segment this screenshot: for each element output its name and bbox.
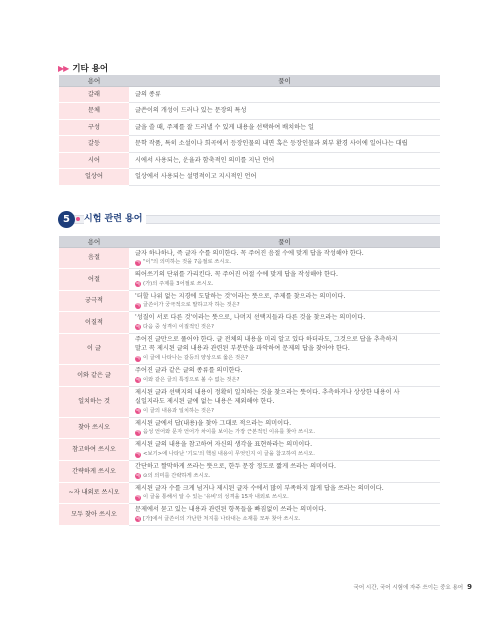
example-line [135, 428, 434, 437]
header-definition: 풀이 [129, 236, 440, 247]
term-cell: 일치하는 것 [59, 386, 129, 417]
example-text: 이 글에 나타나는 갈등의 양상으로 옳은 것은? [143, 355, 249, 362]
page-footer [354, 583, 473, 591]
example-badge-icon: 예 [135, 356, 141, 362]
section1-title: 기타 용어 [72, 64, 109, 74]
definition-line: 제시된 글의 내용을 참고하여 자신의 생각을 표현하라는 의미이다. [135, 441, 313, 449]
table-header-row [59, 75, 440, 86]
term-cell: 이와 같은 글 [59, 365, 129, 387]
exam-terms-table [59, 236, 440, 526]
definition-cell [129, 461, 440, 483]
example-badge-icon: 예 [135, 452, 141, 458]
term-cell: 간략하게 쓰시오 [59, 461, 129, 483]
definition-line: 제시된 글에서 답(내용)을 찾아 그대로 적으라는 의미이다. [135, 419, 292, 427]
table-row [59, 461, 440, 483]
definition-cell [129, 333, 440, 364]
definition-line: 주어진 글과 같은 글의 종류를 의미한다. [135, 367, 243, 375]
term-cell: 참고하여 쓰시오 [59, 439, 129, 461]
term-cell: 이 글 [59, 333, 129, 364]
definition-cell: 글의 종류 [129, 86, 440, 103]
table-row [59, 417, 440, 439]
example-text: 이 글의 내용과 일치하는 것은? [143, 407, 214, 414]
header-term: 용어 [59, 236, 129, 247]
table-row [59, 269, 440, 291]
example-text: 이 글을 통해서 알 수 있는 '유비'의 성격을 15자 내외로 쓰시오. [143, 494, 289, 501]
example-line [135, 354, 434, 363]
definition-cell: 글쓴이의 개성이 드러나 있는 문장의 특성 [129, 103, 440, 120]
definition-line: 글자 하나하나, 즉 글자 수를 의미한다. 꼭 주어진 음절 수에 맞게 답을 작성해야 한다. [135, 249, 364, 257]
term-cell: 음절 [59, 247, 129, 269]
example-line [135, 493, 434, 502]
example-badge-icon: 예 [135, 495, 141, 501]
example-text: 음성 언어와 문자 언어가 차이를 보이는 가장 근본적인 이유를 찾아 쓰시오. [143, 429, 316, 436]
example-line [135, 450, 434, 459]
definition-line: 간단하고 짤막하게 쓰라는 뜻으로, 한두 문장 정도로 짧게 쓰라는 의미이다. [135, 463, 336, 471]
term-cell: 궁극적 [59, 290, 129, 312]
definition-line: 주어진 글만으로 풀어야 한다. 글 전체의 내용을 미리 알고 있다 하더라도, 그것으로 답을 추측하지 [135, 335, 398, 343]
table-row [59, 169, 440, 186]
term-cell: 어절 [59, 269, 129, 291]
example-line [135, 301, 434, 310]
header-definition: 풀이 [129, 75, 440, 86]
definition-cell: 글을 쓸 때, 주제를 잘 드러낼 수 있게 내용을 선택하여 배치하는 일 [129, 119, 440, 136]
double-arrow-icon: ▶▶ [58, 63, 69, 73]
definition-cell [129, 504, 440, 526]
example-text: 이와 같은 글의 특징으로 볼 수 없는 것은? [143, 376, 240, 383]
definition-line: 실일지라도 제시된 글에 없는 내용은 제외해야 한다. [135, 398, 275, 406]
term-cell: 일상어 [59, 169, 129, 186]
other-terms-body [59, 86, 440, 186]
definition-cell [129, 417, 440, 439]
section2-title: 시험 관련 용어 [84, 213, 146, 226]
exam-terms-body [59, 247, 440, 525]
example-text: [가]에서 글쓴이의 가난한 처지를 나타내는 소재를 모두 찾아 쓰시오. [143, 515, 301, 522]
table-row [59, 386, 440, 417]
section1-heading [58, 62, 108, 74]
table-row [59, 504, 440, 526]
section2-heading [58, 211, 440, 228]
footer-text: 국어 시간, 국어 시험에 자주 쓰이는 중요 용어 [353, 585, 464, 591]
definition-cell [129, 247, 440, 269]
section-number-icon: 5 [58, 211, 75, 228]
table-row [59, 439, 440, 461]
term-cell: ~자 내외로 쓰시오 [59, 482, 129, 504]
example-badge-icon: 예 [135, 408, 141, 414]
example-text: <보기>에 나타난 '기도'의 핵심 내용이 무엇인지 이 글을 참고하여 쓰시오. [143, 451, 315, 458]
definition-cell [129, 439, 440, 461]
example-text: (가)의 주제를 3어절로 쓰시오. [143, 280, 214, 287]
example-badge-icon: 예 [135, 260, 141, 266]
example-badge-icon: 예 [135, 303, 141, 309]
other-terms-table [59, 75, 440, 186]
table-header-row [59, 236, 440, 247]
term-cell: 문체 [59, 103, 129, 120]
definition-cell [129, 312, 440, 334]
definition-cell [129, 482, 440, 504]
table-row [59, 152, 440, 169]
example-text: 다음 중 성격이 이질적인 것은? [143, 323, 214, 330]
example-line [135, 515, 434, 524]
example-text: 글쓴이가 궁극적으로 말하고자 하는 것은? [143, 302, 240, 309]
table-row [59, 247, 440, 269]
table-row [59, 136, 440, 153]
definition-cell: 문학 작품, 특히 소설이나 희곡에서 등장인물의 내면 혹은 등장인물과 외부 환경 사이에 일어나는 대립 [129, 136, 440, 153]
table-row [59, 333, 440, 364]
table-row [59, 119, 440, 136]
example-text: "이"의 의미하는 것을 7음절로 쓰시오. [143, 259, 232, 266]
term-cell: 모두 찾아 쓰시오 [59, 504, 129, 526]
example-line [135, 280, 434, 289]
term-cell: 시어 [59, 152, 129, 169]
page-number: 9 [467, 583, 472, 591]
example-badge-icon: 예 [135, 430, 141, 436]
definition-line: 제시된 글과 선택지의 내용이 정확히 일치하는 것을 찾으라는 뜻이다. 추측하거나 상상한 내용이 사 [135, 388, 400, 396]
term-cell: 이질적 [59, 312, 129, 334]
definition-cell [129, 269, 440, 291]
term-cell: 갈래 [59, 86, 129, 103]
definition-cell: 일상에서 사용되는 설명적이고 지시적인 언어 [129, 169, 440, 186]
example-badge-icon: 예 [135, 324, 141, 330]
dot-icon [76, 217, 80, 221]
definition-cell: 시에서 사용되는, 운율과 함축적인 의미를 지닌 언어 [129, 152, 440, 169]
table-row [59, 290, 440, 312]
term-cell: 갈등 [59, 136, 129, 153]
example-badge-icon: 예 [135, 516, 141, 522]
table-row [59, 103, 440, 120]
example-line [135, 472, 434, 481]
example-text: ⊙의 의미를 간략하게 쓰시오. [143, 472, 211, 479]
table-row [59, 86, 440, 103]
definition-line: 띄어쓰기의 단위를 가리킨다. 꼭 주어진 어절 수에 맞게 답을 작성해야 한다. [135, 271, 338, 279]
definition-line: '더할 나위 없는 지경에 도달하는 것'이라는 뜻으로, 주제를 찾으라는 의미이다. [135, 292, 346, 300]
example-line [135, 376, 434, 385]
example-badge-icon: 예 [135, 377, 141, 383]
definition-line: 제시된 글자 수를 크게 넘거나 제시된 글자 수에서 많이 부족하지 않게 답을 쓰라는 의미이다. [135, 484, 384, 492]
table-row [59, 482, 440, 504]
definition-cell [129, 290, 440, 312]
table-row [59, 365, 440, 387]
definition-line: '성질이 서로 다른 것'이라는 뜻으로, 나머지 선택지들과 다른 것을 찾으라는 의미이다. [135, 314, 366, 322]
example-line [135, 323, 434, 332]
example-line [135, 407, 434, 416]
example-line [135, 258, 434, 267]
definition-cell [129, 386, 440, 417]
header-term: 용어 [59, 75, 129, 86]
example-badge-icon: 예 [135, 281, 141, 287]
term-cell: 찾아 쓰시오 [59, 417, 129, 439]
definition-line: 말고 꼭 제시된 글의 내용과 관련된 부분만을 파악하여 문제의 답을 찾아야 한다. [135, 345, 350, 353]
example-badge-icon: 예 [135, 473, 141, 479]
term-cell: 구성 [59, 119, 129, 136]
table-row [59, 312, 440, 334]
definition-line: 문제에서 묻고 있는 내용과 관련된 항목들을 빠짐없이 쓰라는 의미이다. [135, 506, 327, 514]
definition-cell [129, 365, 440, 387]
